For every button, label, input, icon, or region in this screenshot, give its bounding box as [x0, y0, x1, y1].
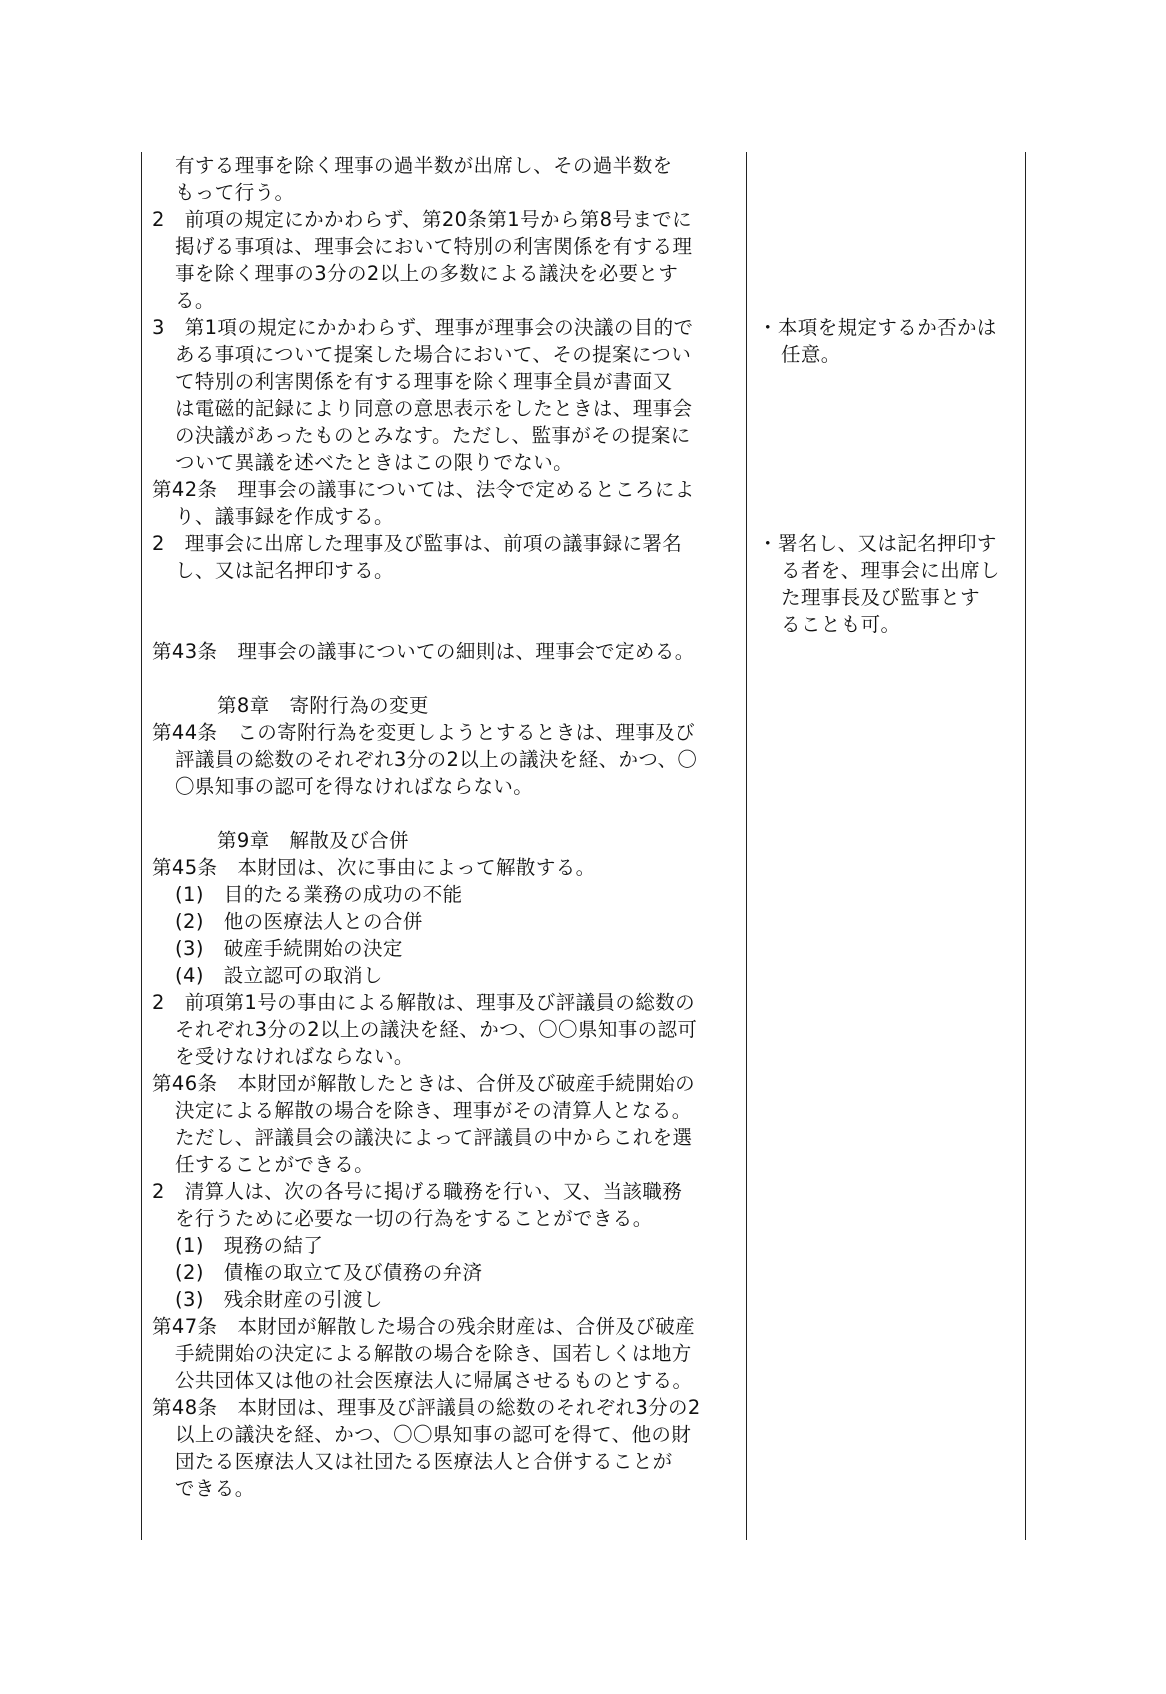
column-divider — [746, 152, 747, 1540]
text-line: 2 前項第1号の事由による解散は、理事及び評議員の総数の — [152, 991, 696, 1014]
text-line: それぞれ3分の2以上の議決を経、かつ、〇〇県知事の認可 — [175, 1018, 698, 1041]
blank-line — [758, 287, 1020, 314]
right-border — [1025, 152, 1026, 1540]
text-line: り、議事録を作成する。 — [175, 505, 394, 528]
text-line: (2) 債権の取立て及び債務の弁済 — [175, 1261, 483, 1284]
note-line: た理事長及び監事とす — [781, 586, 981, 609]
notes-column — [758, 152, 1020, 638]
text-line: る。 — [175, 289, 215, 312]
note-line: ることも可。 — [781, 613, 901, 636]
text-line: 事を除く理事の3分の2以上の多数による議決を必要とす — [175, 262, 679, 285]
text-line: 公共団体又は他の社会医療法人に帰属させるものとする。 — [175, 1369, 693, 1392]
text-line: 3 第1項の規定にかかわらず、理事が理事会の決議の目的で — [152, 316, 694, 339]
text-line: 以上の議決を経、かつ、〇〇県知事の認可を得て、他の財 — [175, 1423, 692, 1446]
text-line: の決議があったものとみなす。ただし、監事がその提案に — [175, 424, 691, 447]
text-line: 2 理事会に出席した理事及び監事は、前項の議事録に署名 — [152, 532, 683, 555]
text-line: 第44条 この寄附行為を変更しようとするときは、理事及び — [152, 721, 696, 744]
text-line: 決定による解散の場合を除き、理事がその清算人となる。 — [175, 1099, 692, 1122]
blank-line — [758, 422, 1020, 449]
note-line: 任意。 — [781, 343, 841, 366]
text-line: (1) 現務の結了 — [175, 1234, 324, 1257]
text-line: し、又は記名押印する。 — [175, 559, 394, 582]
text-line: 第9章 解散及び合併 — [217, 829, 409, 852]
text-line: は電磁的記録により同意の意思表示をしたときは、理事会 — [175, 397, 693, 420]
blank-line — [152, 665, 742, 692]
text-line: 第45条 本財団は、次に事由によって解散する。 — [152, 856, 596, 879]
blank-line — [758, 179, 1020, 206]
text-line: (2) 他の医療法人との合併 — [175, 910, 423, 933]
text-line: て特別の利害関係を有する理事を除く理事全員が書面又 — [175, 370, 673, 393]
text-line: (4) 設立認可の取消し — [175, 964, 383, 987]
note-line: る者を、理事会に出席し — [781, 559, 1000, 582]
text-line: 手続開始の決定による解散の場合を除き、国若しくは地方 — [175, 1342, 692, 1365]
text-line: 〇県知事の認可を得なければならない。 — [175, 775, 534, 798]
text-line: 2 清算人は、次の各号に掲げる職務を行い、又、当該職務 — [152, 1180, 683, 1203]
blank-line — [758, 152, 1020, 179]
blank-line — [152, 584, 742, 611]
text-line: 第42条 理事会の議事については、法令で定めるところによ — [152, 478, 695, 501]
blank-line — [758, 206, 1020, 233]
text-line: ただし、評議員会の議決によって評議員の中からこれを選 — [175, 1126, 693, 1149]
blank-line — [758, 395, 1020, 422]
blank-line — [758, 503, 1020, 530]
text-line: 任することができる。 — [175, 1153, 375, 1176]
main-text-column — [152, 152, 742, 1502]
text-line: できる。 — [175, 1477, 255, 1500]
text-line: 第47条 本財団が解散した場合の残余財産は、合併及び破産 — [152, 1315, 696, 1338]
text-line: 団たる医療法人又は社団たる医療法人と合併することが — [175, 1450, 673, 1473]
text-line: 第46条 本財団が解散したときは、合併及び破産手続開始の — [152, 1072, 696, 1095]
left-border — [141, 152, 142, 1540]
blank-line — [152, 800, 742, 827]
text-line: 評議員の総数のそれぞれ3分の2以上の議決を経、かつ、〇 — [175, 748, 698, 771]
blank-line — [758, 476, 1020, 503]
text-line: を行うために必要な一切の行為をすることができる。 — [175, 1207, 653, 1230]
text-line: (3) 残余財産の引渡し — [175, 1288, 383, 1311]
text-line: (1) 目的たる業務の成功の不能 — [175, 883, 463, 906]
text-line: もって行う。 — [175, 181, 295, 204]
text-line: ついて異議を述べたときはこの限りでない。 — [175, 451, 574, 474]
text-line: ある事項について提案した場合において、その提案につい — [175, 343, 692, 366]
text-line: 2 前項の規定にかかわらず、第20条第1号から第8号までに — [152, 208, 693, 231]
text-line: 掲げる事項は、理事会において特別の利害関係を有する理 — [175, 235, 693, 258]
blank-line — [758, 449, 1020, 476]
text-line: 有する理事を除く理事の過半数が出席し、その過半数を — [175, 154, 673, 177]
note-line: ・本項を規定するか否かは — [758, 316, 997, 339]
blank-line — [758, 233, 1020, 260]
blank-line — [758, 368, 1020, 395]
note-line: ・署名し、又は記名押印す — [758, 532, 997, 555]
blank-line — [152, 611, 742, 638]
text-line: 第43条 理事会の議事についての細則は、理事会で定める。 — [152, 640, 695, 663]
text-line: を受けなければならない。 — [175, 1045, 414, 1068]
text-line: (3) 破産手続開始の決定 — [175, 937, 403, 960]
text-line: 第8章 寄附行為の変更 — [217, 694, 429, 717]
blank-line — [758, 260, 1020, 287]
text-line: 第48条 本財団は、理事及び評議員の総数のそれぞれ3分の2 — [152, 1396, 701, 1419]
